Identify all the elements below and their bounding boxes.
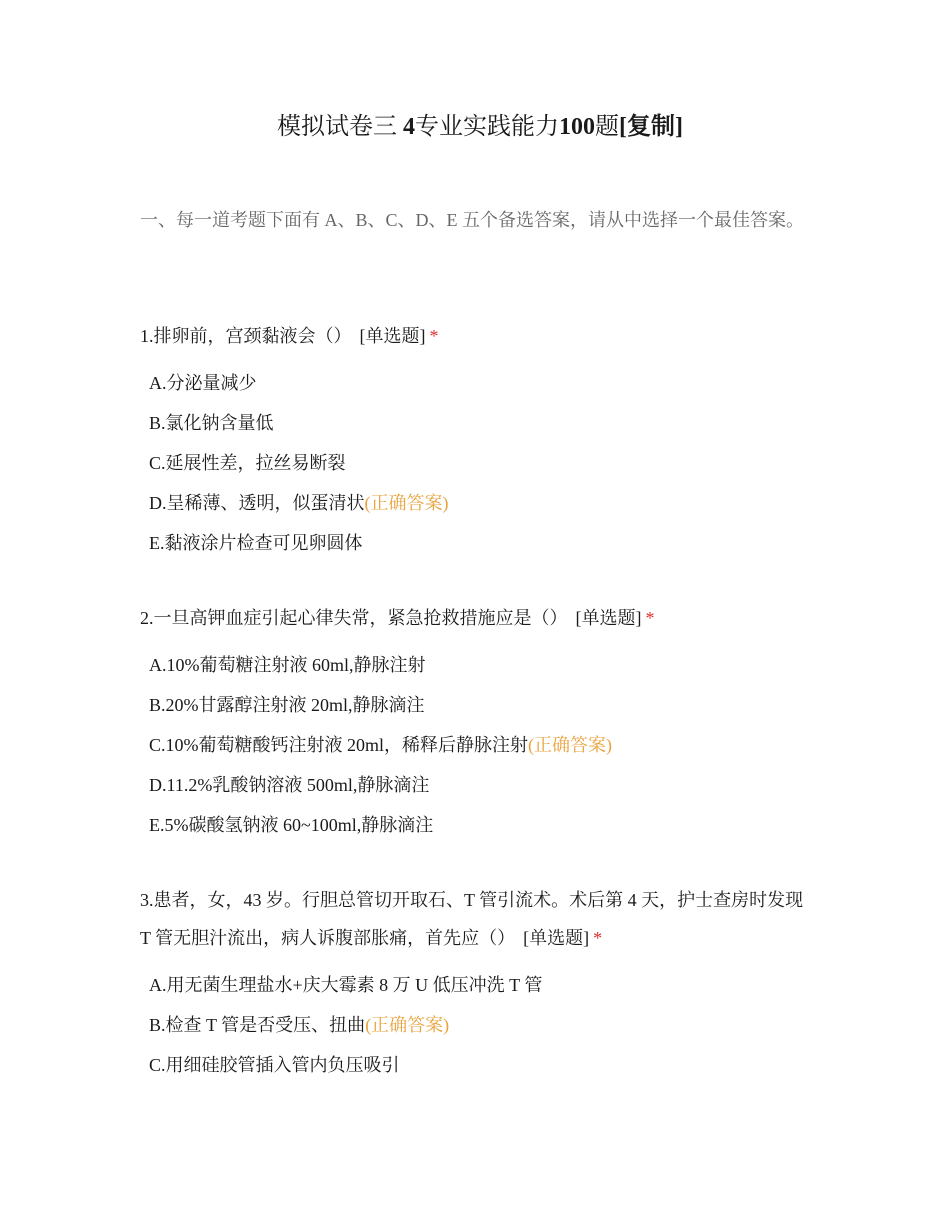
title-tag: [复制] — [619, 114, 683, 140]
option-c[interactable] — [149, 725, 810, 765]
option-d[interactable] — [149, 483, 810, 523]
option-text: A.10%葡萄糖注射液 60ml,静脉注射 — [149, 655, 426, 675]
option-text: B.检查 T 管是否受压、扭曲 — [149, 1015, 366, 1035]
option-text: C.延展性差，拉丝易断裂 — [149, 453, 346, 473]
option-text: B.氯化钠含量低 — [149, 413, 274, 433]
option-text: B.20%甘露醇注射液 20ml,静脉滴注 — [149, 695, 425, 715]
required-marker: * — [593, 928, 603, 948]
option-c[interactable] — [149, 443, 810, 483]
question-type: [单选题] — [359, 326, 426, 346]
question-2 — [140, 599, 810, 845]
question-type: [单选题] — [523, 928, 590, 948]
option-text: D.呈稀薄、透明，似蛋清状 — [149, 493, 365, 513]
option-text: D.11.2%乳酸钠溶液 500ml,静脉滴注 — [149, 775, 430, 795]
option-b[interactable] — [149, 403, 810, 443]
option-d[interactable] — [149, 765, 810, 805]
title-suffix: 题 — [595, 114, 619, 140]
option-text: A.分泌量减少 — [149, 373, 257, 393]
required-marker: * — [429, 326, 439, 346]
question-stem — [140, 317, 810, 355]
option-list — [140, 965, 810, 1085]
correct-answer-marker: (正确答案) — [364, 493, 449, 513]
question-type: [单选题] — [575, 608, 642, 628]
option-e[interactable] — [149, 805, 810, 845]
page-title — [0, 110, 950, 144]
option-a[interactable] — [149, 363, 810, 403]
question-stem — [140, 599, 810, 637]
option-text: E.5%碳酸氢钠液 60~100ml,静脉滴注 — [149, 815, 434, 835]
option-text: C.10%葡萄糖酸钙注射液 20ml，稀释后静脉注射 — [149, 735, 529, 755]
option-text: E.黏液涂片检查可见卵圆体 — [149, 533, 363, 553]
required-marker: * — [645, 608, 655, 628]
title-prefix: 模拟试卷三 — [277, 114, 403, 140]
question-3 — [140, 881, 810, 1085]
correct-answer-marker: (正确答案) — [528, 735, 613, 755]
section-instruction: 一、每一道考题下面有 A、B、C、D、E 五个备选答案，请从中选择一个最佳答案。 — [140, 210, 805, 230]
option-text: C.用细硅胶管插入管内负压吸引 — [149, 1055, 400, 1075]
option-b[interactable] — [149, 1005, 810, 1045]
option-list — [140, 363, 810, 563]
option-a[interactable] — [149, 645, 810, 685]
option-a[interactable] — [149, 965, 810, 1005]
question-1 — [140, 317, 810, 563]
option-list — [140, 645, 810, 845]
title-number: 4 — [403, 114, 415, 140]
option-b[interactable] — [149, 685, 810, 725]
option-text: A.用无菌生理盐水+庆大霉素 8 万 U 低压冲洗 T 管 — [149, 975, 543, 995]
title-middle: 专业实践能力 — [415, 114, 559, 140]
question-text: 3.患者，女，43 岁。行胆总管切开取石、T 管引流术。术后第 4 天，护士查房时发现 T 管无胆汁流出，病人诉腹部胀痛，首先应（） — [140, 890, 804, 948]
correct-answer-marker: (正确答案) — [365, 1015, 450, 1035]
title-count: 100 — [559, 114, 595, 140]
question-text: 2.一旦高钾血症引起心律失常，紧急抢救措施应是（） — [140, 608, 568, 628]
option-c[interactable] — [149, 1045, 810, 1085]
question-text: 1.排卵前，宫颈黏液会（） — [140, 326, 352, 346]
option-e[interactable] — [149, 523, 810, 563]
question-stem — [140, 881, 810, 957]
